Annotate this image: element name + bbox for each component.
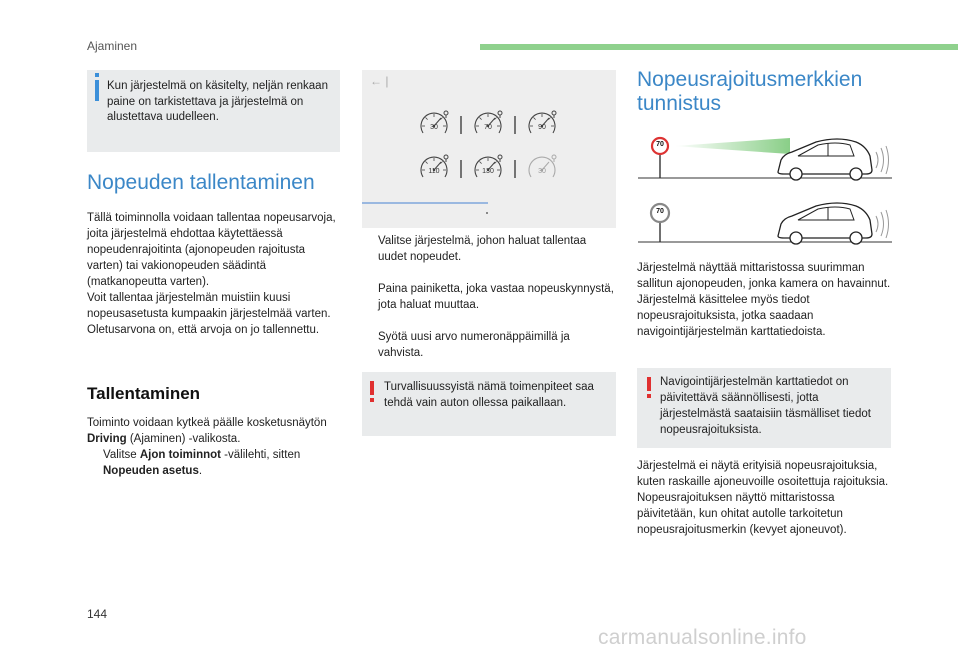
section-color-bar <box>480 44 958 50</box>
saving-text-part: Toiminto voidaan kytkeä päälle kosketusnäytön <box>87 417 327 429</box>
driving-functions-tab-name: Ajon toiminnot <box>139 449 221 461</box>
speed-preset-value[interactable]: 70 <box>484 124 492 131</box>
saving-paragraph <box>87 415 343 447</box>
saving-text <box>87 415 343 479</box>
info-note <box>87 70 340 152</box>
recognition-description <box>637 260 893 340</box>
bullet-item <box>87 447 343 479</box>
bullet-arrow-icon <box>87 447 103 479</box>
limitations-description <box>637 458 895 538</box>
saving-text-part: (Ajaminen) -valikosta. <box>126 433 241 445</box>
car-with-map-sign-illustration <box>638 196 892 246</box>
speed-settings-name: Nopeuden asetus <box>103 465 199 477</box>
warning-icon <box>370 381 374 395</box>
map-update-warning-text: Navigointijärjestelmän karttatiedot on päivitettävä säännöllisesti, jotta järjestelmästä saataisiin täsmälliset tiedot nopeusrajoituksista. <box>660 376 871 436</box>
speed-presets-grid <box>362 70 616 200</box>
section-label: Ajaminen <box>87 39 138 53</box>
bullet-text <box>103 447 343 479</box>
speed-sign-value: 70 <box>656 141 664 148</box>
limitations-paragraph-2: Nopeusrajoituksen näyttö mittaristossa päivitetään, kun ohitat autolle tarkoitetun nopeusrajoitusmerkin (kevyet ajoneuvot). <box>637 492 847 536</box>
speed-sign-value: 70 <box>656 208 664 215</box>
subsection-title-saving: Tallentaminen <box>87 384 201 403</box>
limitations-paragraph-1: Järjestelmä ei näytä erityisiä nopeusrajoituksia, kuten raskaille ajoneuvoille osoitettuja rajoituksia. <box>637 460 889 488</box>
bullet-item <box>362 233 616 265</box>
camera-recognition-illustration <box>638 134 892 182</box>
intro-paragraph-2: Voit tallentaa järjestelmän muistiin kuusi nopeusasetusta kumpaakin järjestelmää varten. Oletusarvona on, että arvoja on jo tallennettu. <box>87 292 331 336</box>
speed-preset-value[interactable]: 110 <box>428 168 440 175</box>
speed-preset-value[interactable]: 30 <box>538 168 546 175</box>
screen-page-dot <box>486 212 488 214</box>
info-icon <box>95 80 99 101</box>
intro-text <box>87 210 343 338</box>
speed-preset-value[interactable]: 90 <box>538 124 546 131</box>
bullet-item <box>362 281 616 313</box>
car-with-sign-illustration <box>638 134 892 182</box>
bullet-text-part: Valitse <box>103 449 140 461</box>
watermark: carmanualsonline.info <box>598 626 807 649</box>
section-title-speed-memorisation: Nopeuden tallentaminen <box>87 171 315 194</box>
warning-icon <box>647 377 651 391</box>
screen-scroll-indicator <box>362 202 488 204</box>
safety-warning-text: Turvallisuussyistä nämä toimenpiteet saa tehdä vain auton ollessa paikallaan. <box>384 381 594 409</box>
info-note-text: Kun järjestelmä on käsitelty, neljän renkaan paine on tarkistettava ja järjestelmä on alustettava uudelleen. <box>107 80 328 123</box>
recognition-paragraph-1: Järjestelmä näyttää mittaristossa suurimman sallitun ajonopeuden, jonka kamera on havainnut. <box>637 262 891 290</box>
page-number: 144 <box>87 607 108 621</box>
touchscreen-illustration <box>362 70 616 228</box>
bullet-arrow-icon <box>362 233 378 265</box>
bullet-arrow-icon <box>362 281 378 313</box>
section-title-sign-recognition: Nopeusrajoitusmerkkien tunnistus <box>637 68 863 115</box>
back-arrow-icon: ← | <box>370 74 389 88</box>
bullet-arrow-icon <box>362 329 378 361</box>
speed-preset-value[interactable]: 30 <box>430 124 438 131</box>
recognition-paragraph-2: Järjestelmä käsittelee myös tiedot nopeusrajoituksista, jotka saadaan navigointijärjestelmän karttatiedoista. <box>637 294 826 338</box>
bullet-text: Syötä uusi arvo numeronäppäimillä ja vahvista. <box>378 331 570 359</box>
bullet-item <box>362 329 616 361</box>
map-update-warning <box>637 368 891 448</box>
map-recognition-illustration <box>638 196 892 246</box>
bullet-text: Paina painiketta, joka vastaa nopeuskynnystä, jota haluat muuttaa. <box>378 283 614 311</box>
bullet-text-part: . <box>198 465 203 477</box>
safety-warning <box>362 372 616 436</box>
bullet-text: Valitse järjestelmä, johon haluat tallentaa uudet nopeudet. <box>378 235 587 263</box>
driving-menu-name: Driving <box>87 433 127 445</box>
bullet-text-part: -välilehti, sitten <box>220 449 301 461</box>
steps-list <box>362 233 616 361</box>
intro-paragraph-1: Tällä toiminnolla voidaan tallentaa nopeusarvoja, joita järjestelmä ehdottaa käytettäessä nopeudenrajoitinta (ajonopeuden rajoitusta varten) tai vakionopeuden säädintä (matkanopeutta varten). <box>87 212 336 288</box>
speed-preset-value[interactable]: 130 <box>482 168 494 175</box>
